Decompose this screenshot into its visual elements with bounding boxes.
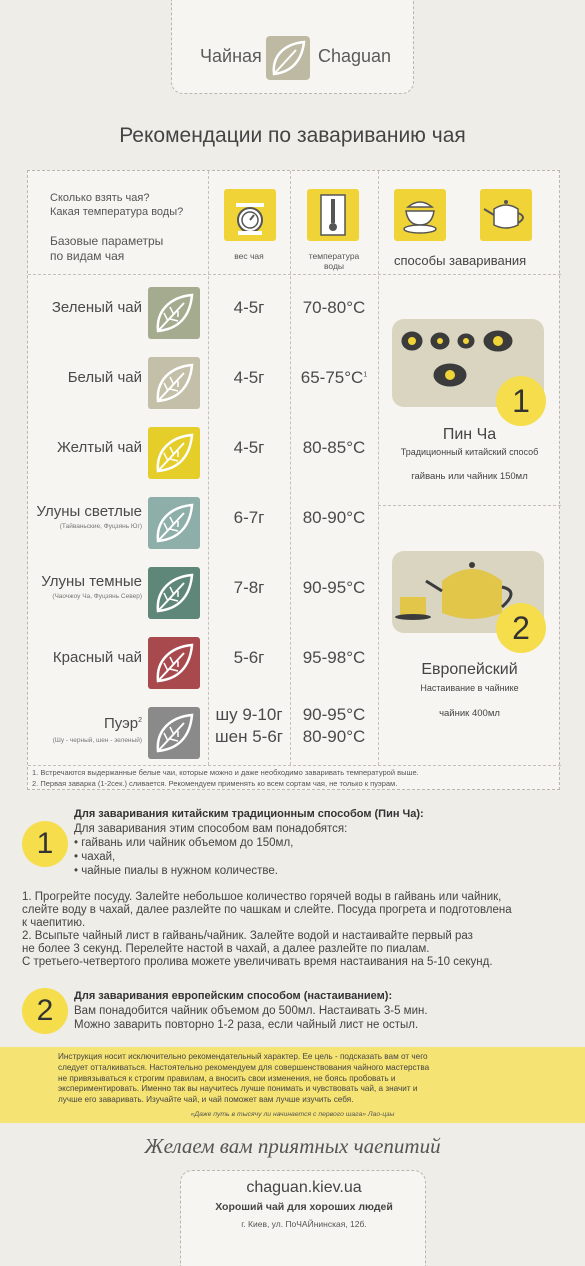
tea-subtitle: (Тайваньские, Фуцзянь Юг) — [59, 523, 142, 530]
tea-name: Улуны темные — [41, 573, 142, 590]
footnote: 2. Первая заварка (1-2сек.) сливается. Рекомендуем применять ко всем сортам чая, не только к пуэрам. — [32, 779, 398, 788]
quote: «Даже путь в тысячу ли начинается с первого шага» Лао-цзы — [190, 1111, 395, 1118]
methods-column-label: способы заваривания — [394, 253, 527, 268]
page-title: Рекомендации по завариванию чая — [119, 124, 466, 147]
leaf-icon — [148, 707, 200, 759]
divider — [28, 765, 561, 766]
table-row — [28, 281, 378, 343]
wish-text: Желаем вам приятных чаепитий — [144, 1134, 441, 1158]
tea-temp: 80-90°С — [302, 508, 366, 527]
scale-icon — [224, 189, 276, 241]
tea-weight: 6-7г — [233, 508, 265, 527]
leaf-icon — [148, 497, 200, 549]
tea-temp: 90-95°С — [302, 578, 366, 597]
tea-name: Пуэр$^2$ — [103, 715, 142, 732]
section-heading: Для заваривания европейским способом (настаиванием): — [74, 990, 393, 1002]
table-row — [28, 631, 378, 693]
tea-name: Желтый чай — [57, 439, 142, 456]
logo-box — [171, 0, 414, 94]
footnote-ref: 2 — [138, 717, 142, 724]
method-number-1: 1 — [496, 376, 546, 426]
tea-temp: $65-75^\circ С^1$ — [300, 368, 368, 387]
contact-box — [180, 1170, 426, 1266]
brewing-table — [27, 170, 560, 790]
tea-temp: 90-95°С 80-90°С — [302, 705, 366, 746]
section-body: Для заваривания этим способом вам понадобятся: • гайвань или чайник объемом до 150мл, • чахай, • чайные пиалы в нужном количестве. — [74, 823, 348, 877]
tea-weight: 7-8г — [233, 578, 265, 597]
tea-name: Улуны светлые — [36, 503, 142, 520]
brand-name-en: Chaguan — [318, 46, 392, 66]
disclaimer-band — [0, 1047, 585, 1123]
footnote-ref: 1 — [363, 371, 368, 379]
tea-weight: шу 9-10г шен 5-6г — [215, 705, 283, 746]
tea-weight: 4-5г — [233, 368, 265, 387]
tea-weight: 5-6г — [233, 648, 265, 667]
leaf-logo-icon — [266, 36, 310, 80]
disclaimer-text: Инструкция носит исключительно рекомендательный характер. Ее цель - подсказать вам от чего следует отталкиваться. Настоятельно рекомендуем для совершенствования чайного мастерства не привязываться к строгим правилам, а вносить свои изменения, не боясь пробовать и экспериментировать. Именно так вы научитесь лучше понимать и чувствовать чай, а значит и лучше его заваривать. Изучайте чай, и чай поможет вам лучше изучить себя. — [58, 1052, 430, 1105]
table-row — [28, 351, 378, 413]
tea-subtitle: (Чаочжоу Ча, Фуцзянь Север) — [52, 593, 142, 600]
table-row — [28, 561, 378, 623]
brewing-steps: 1. Прогрейте посуду. Залейте небольшое количество горячей воды в гайвань или чайник, слейте воду в чахай, далее разлейте по чашкам и слейте. Посуда прогрета и подготовлена к чаепитию. 2. Всыпьте чайный лист в гайвань/чайник. Залейте водой и настаивайте первый раз не более 3 секунд. Перелейте настой в чахай, а далее разлейте по пиалам. С третьего-четвертого пролива можете увеличивать время настаивания на 5-10 секунд. — [22, 891, 512, 968]
section-body: Вам понадобится чайник объемом до 500мл. Настаивать 3-5 мин. Можно заварить повторно 1-2 раза, если чайный лист не остыл. — [74, 1005, 428, 1031]
method-desc: Настаивание в чайнике — [420, 683, 519, 693]
method-desc: Традиционный китайский способ — [400, 447, 539, 457]
tea-weight: 4-5г — [233, 298, 265, 317]
tea-weight: 4-5г — [233, 438, 265, 457]
temp-column-label: температура воды — [308, 251, 360, 271]
leaf-icon — [148, 637, 200, 689]
table-row — [28, 421, 378, 483]
section-heading: Для заваривания китайским традиционным способом (Пин Ча): — [74, 808, 424, 820]
section-number-1: 1 — [22, 821, 68, 867]
website-link[interactable]: chaguan.kiev.ua — [246, 1179, 362, 1196]
method-vessel: чайник 400мл — [439, 708, 500, 719]
teapot-icon — [480, 189, 532, 241]
weight-column-label: вес чая — [234, 251, 264, 261]
method-name: Европейский — [421, 661, 518, 678]
table-row — [28, 701, 378, 763]
thermometer-icon — [307, 189, 359, 241]
brand-name-ru: Чайная — [200, 46, 262, 66]
question-text: Сколько взять чая? Какая температура воды? — [50, 192, 184, 218]
divider — [28, 274, 561, 275]
leaf-icon — [148, 357, 200, 409]
tea-temp: 70-80°С — [302, 298, 366, 317]
method-name: Пин Ча — [442, 426, 497, 443]
leaf-icon — [148, 287, 200, 339]
slogan: Хороший чай для хороших людей — [215, 1201, 393, 1213]
tea-name: Зеленый чай — [51, 299, 142, 316]
base-params-label: Базовые параметры по видам чая — [50, 234, 164, 263]
leaf-icon — [148, 427, 200, 479]
tea-name: Красный чай — [52, 649, 142, 666]
method-vessel: гайвань или чайник 150мл — [411, 471, 528, 482]
gaiwan-icon — [394, 189, 446, 241]
leaf-icon — [148, 567, 200, 619]
divider — [378, 505, 561, 506]
tea-temp: 80-85°С — [302, 438, 366, 457]
tea-subtitle: (Шу - черный, шен - зеленый) — [52, 737, 142, 744]
footnote: 1. Встречаются выдержанные белые чаи, которые можно и даже необходимо заваривать температурой выше. — [32, 768, 419, 777]
address: г. Киев, ул. ПоЧАЙнинская, 12б. — [241, 1219, 367, 1229]
section-number-2: 2 — [22, 988, 68, 1034]
method-number-2: 2 — [496, 603, 546, 653]
table-row — [28, 491, 378, 553]
tea-temp: 95-98°С — [302, 648, 366, 667]
tea-name: Белый чай — [67, 369, 142, 386]
